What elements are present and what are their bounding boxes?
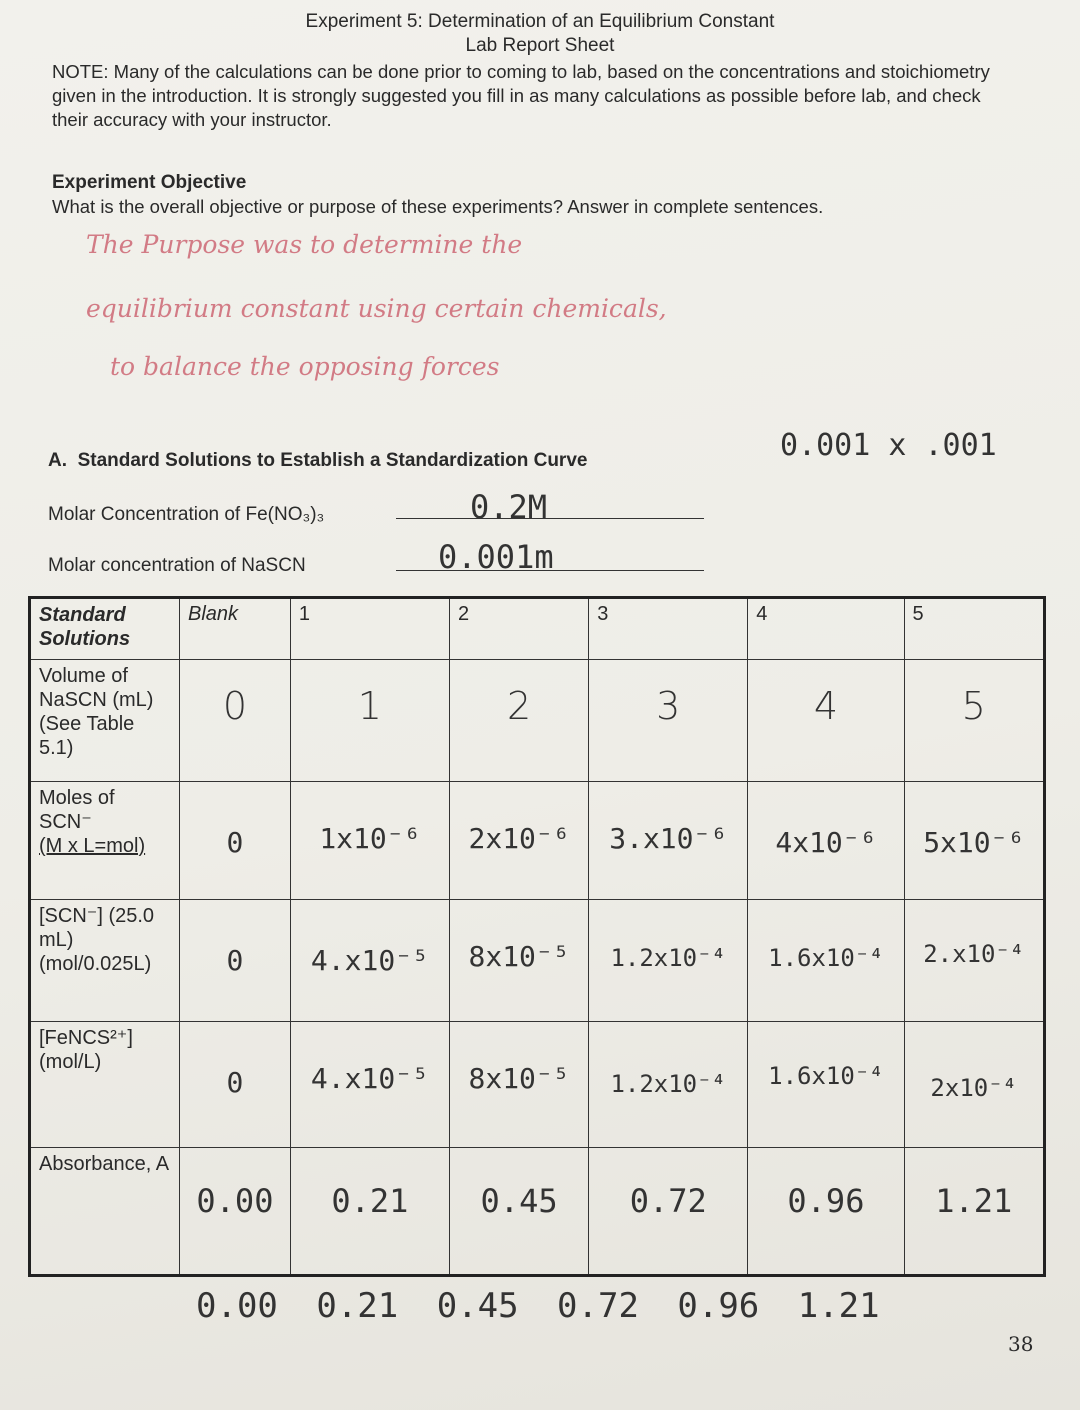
- row-label-moles: Moles of SCN⁻ (M x L=mol): [30, 782, 180, 900]
- nascn-concentration-value: 0.001m: [438, 538, 554, 576]
- page-number: 38: [1008, 1332, 1034, 1356]
- table-cell: 1: [290, 660, 449, 782]
- nascn-concentration-label: Molar concentration of NaSCN: [48, 555, 306, 576]
- table-row: [30, 900, 1045, 1022]
- table-cell: 1.2x10⁻⁴: [589, 1022, 748, 1148]
- table-cell: 0: [180, 900, 291, 1022]
- header-1: 1: [290, 598, 449, 660]
- table-cell: 0.45: [449, 1148, 588, 1276]
- table-cell: 0: [180, 660, 291, 782]
- table-cell: 8x10⁻⁵: [449, 1022, 588, 1148]
- table-cell: 1.6x10⁻⁴: [748, 1022, 904, 1148]
- table-cell: 3.x10⁻⁶: [589, 782, 748, 900]
- table-cell: 1.21: [904, 1148, 1044, 1276]
- table-cell: 0.96: [748, 1148, 904, 1276]
- objective-answer-line-3: to balance the opposing forces: [110, 352, 500, 381]
- header-2: 2: [449, 598, 588, 660]
- table-row: [30, 782, 1045, 900]
- note-paragraph: NOTE: Many of the calculations can be done prior to coming to lab, based on the concentrations and stoichiometry given in the introduction. It is strongly suggested you fill in as many calculations as possible before lab, and check their accuracy with your instructor.: [52, 61, 990, 130]
- objective-question: What is the overall objective or purpose of these experiments? Answer in complete sentences.: [52, 196, 824, 217]
- table-cell: 4.x10⁻⁵: [290, 1022, 449, 1148]
- row-label-fencs-concentration: [FeNCS²⁺] (mol/L): [30, 1022, 180, 1148]
- table-row: [30, 1022, 1045, 1148]
- table-cell: 0.00: [180, 1148, 291, 1276]
- row-label-absorbance: Absorbance, A: [30, 1148, 180, 1276]
- objective-heading: Experiment Objective: [52, 172, 247, 193]
- table-cell: 2x10⁻⁴: [904, 1022, 1044, 1148]
- header-blank: Blank: [180, 598, 291, 660]
- row-label-scn-concentration: [SCN⁻] (25.0 mL) (mol/0.025L): [30, 900, 180, 1022]
- below-table-absorbance-values: 0.00 0.21 0.45 0.72 0.96 1.21: [196, 1286, 880, 1326]
- table-cell: 4: [748, 660, 904, 782]
- table-cell: 2.x10⁻⁴: [904, 900, 1044, 1022]
- experiment-title: Experiment 5: Determination of an Equilibrium Constant: [305, 11, 775, 32]
- table-row: [30, 1148, 1045, 1276]
- fe-concentration-label: Molar Concentration of Fe(NO₃)₃: [48, 504, 325, 525]
- table-cell: 1x10⁻⁶: [290, 782, 449, 900]
- table-cell: 0: [180, 782, 291, 900]
- lab-report-subtitle: Lab Report Sheet: [465, 35, 615, 56]
- margin-note: 0.001 x .001: [780, 428, 997, 463]
- fe-answer-line: [396, 518, 704, 519]
- table-cell: 4x10⁻⁶: [748, 782, 904, 900]
- header-5: 5: [904, 598, 1044, 660]
- objective-answer-line-1: The Purpose was to determine the: [86, 230, 523, 259]
- table-cell: 2x10⁻⁶: [449, 782, 588, 900]
- table-row: [30, 660, 1045, 782]
- section-a-heading: [48, 450, 587, 472]
- header-standard-solutions: Standard Solutions: [30, 598, 180, 660]
- table-cell: 1.6x10⁻⁴: [748, 900, 904, 1022]
- table-cell: 4.x10⁻⁵: [290, 900, 449, 1022]
- table-cell: 0.72: [589, 1148, 748, 1276]
- table-cell: 3: [589, 660, 748, 782]
- header-4: 4: [748, 598, 904, 660]
- objective-answer-line-2: equilibrium constant using certain chemicals,: [86, 294, 667, 323]
- document-title: [0, 10, 1080, 58]
- table-cell: 0: [180, 1022, 291, 1148]
- table-cell: 1.2x10⁻⁴: [589, 900, 748, 1022]
- section-a-title: Standard Solutions to Establish a Standardization Curve: [77, 450, 588, 471]
- row-label-volume: Volume of NaSCN (mL) (See Table 5.1): [30, 660, 180, 782]
- table-header-row: [30, 598, 1045, 660]
- table-cell: 5x10⁻⁶: [904, 782, 1044, 900]
- standard-solutions-table: [28, 596, 1046, 1277]
- fe-concentration-value: 0.2M: [470, 488, 548, 526]
- section-a-letter: A.: [48, 450, 67, 471]
- table-cell: 2: [449, 660, 588, 782]
- table-cell: 0.21: [290, 1148, 449, 1276]
- table-cell: 5: [904, 660, 1044, 782]
- header-3: 3: [589, 598, 748, 660]
- table-cell: 8x10⁻⁵: [449, 900, 588, 1022]
